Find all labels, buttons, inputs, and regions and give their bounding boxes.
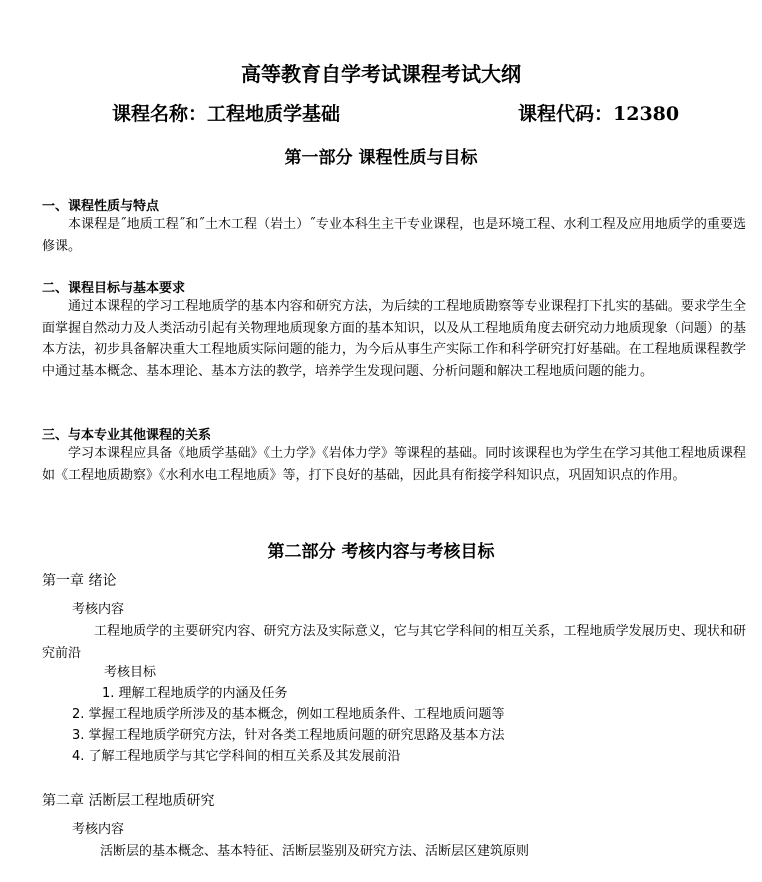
chapter1-goal-item: 4. 了解工程地质学与其它学科间的相互关系及其发展前沿: [72, 749, 401, 764]
section-text-nature: 本课程是˝地质工程˝和˝土木工程（岩土）˝专业本科生主干专业课程，也是环境工程、水利工程及应用地质学的重要选修课。: [42, 217, 746, 254]
chapter1-goal-label: 考核目标: [104, 665, 157, 680]
document-title: 高等教育自学考试课程考试大纲: [241, 62, 521, 86]
course-code: 课程代码：12380: [518, 103, 680, 125]
section-heading-relations: 三、与本专业其他课程的关系: [42, 428, 212, 443]
chapter1-goal-item: 3. 掌握工程地质学研究方法，针对各类工程地质问题的研究思路及基本方法: [72, 728, 505, 743]
part2-heading: 第二部分 考核内容与考核目标: [267, 542, 495, 562]
section-text-goals: 通过本课程的学习工程地质学的基本内容和研究方法，为后续的工程地质勘察等专业课程打下扎实的基础。要求学生全面掌握自然动力及人类活动引起有关物理地质现象方面的基本知识，以及从工程地质角度去研究动力地质现象（问题）的基本方法，初步具备解决重大工程地质实际问题的能力，为今后从事生产实际工作和科学研究打好基础。在工程地质课程教学中通过基本概念、基本理论、基本方法的教学，培养学生发现问题、分析问题和解决工程地质问题的能力。: [42, 299, 746, 379]
chapter1-content-label: 考核内容: [72, 602, 125, 617]
part1-heading: 第一部分 课程性质与目标: [284, 148, 478, 168]
section-heading-nature: 一、课程性质与特点: [42, 199, 160, 214]
chapter2-content-label: 考核内容: [72, 822, 125, 837]
section-text-relations: 学习本课程应具备《地质学基础》《土力学》《岩体力学》等课程的基础。同时该课程也为学生在学习其他工程地质课程如《工程地质勘察》《水利水电工程地质》等，打下良好的基础，因此具有衔接学科知识点，巩固知识点的作用。: [42, 446, 746, 483]
chapter1-content-text: 工程地质学的主要研究内容、研究方法及实际意义，它与其它学科间的相互关系，工程地质学发展历史、现状和研究前沿: [42, 624, 746, 661]
section-heading-goals: 二、课程目标与基本要求: [42, 281, 186, 296]
chapter1-goal-item: 2. 掌握工程地质学所涉及的基本概念，例如工程地质条件、工程地质问题等: [72, 707, 505, 722]
chapter1-title: 第一章 绪论: [42, 573, 117, 589]
chapter2-title: 第二章 活断层工程地质研究: [42, 793, 215, 809]
chapter2-content-text: 活断层的基本概念、基本特征、活断层鉴别及研究方法、活断层区建筑原则: [100, 844, 530, 859]
chapter1-goal-item: 1. 理解工程地质学的内涵及任务: [102, 686, 288, 701]
course-name: 课程名称：工程地质学基础: [112, 103, 341, 125]
